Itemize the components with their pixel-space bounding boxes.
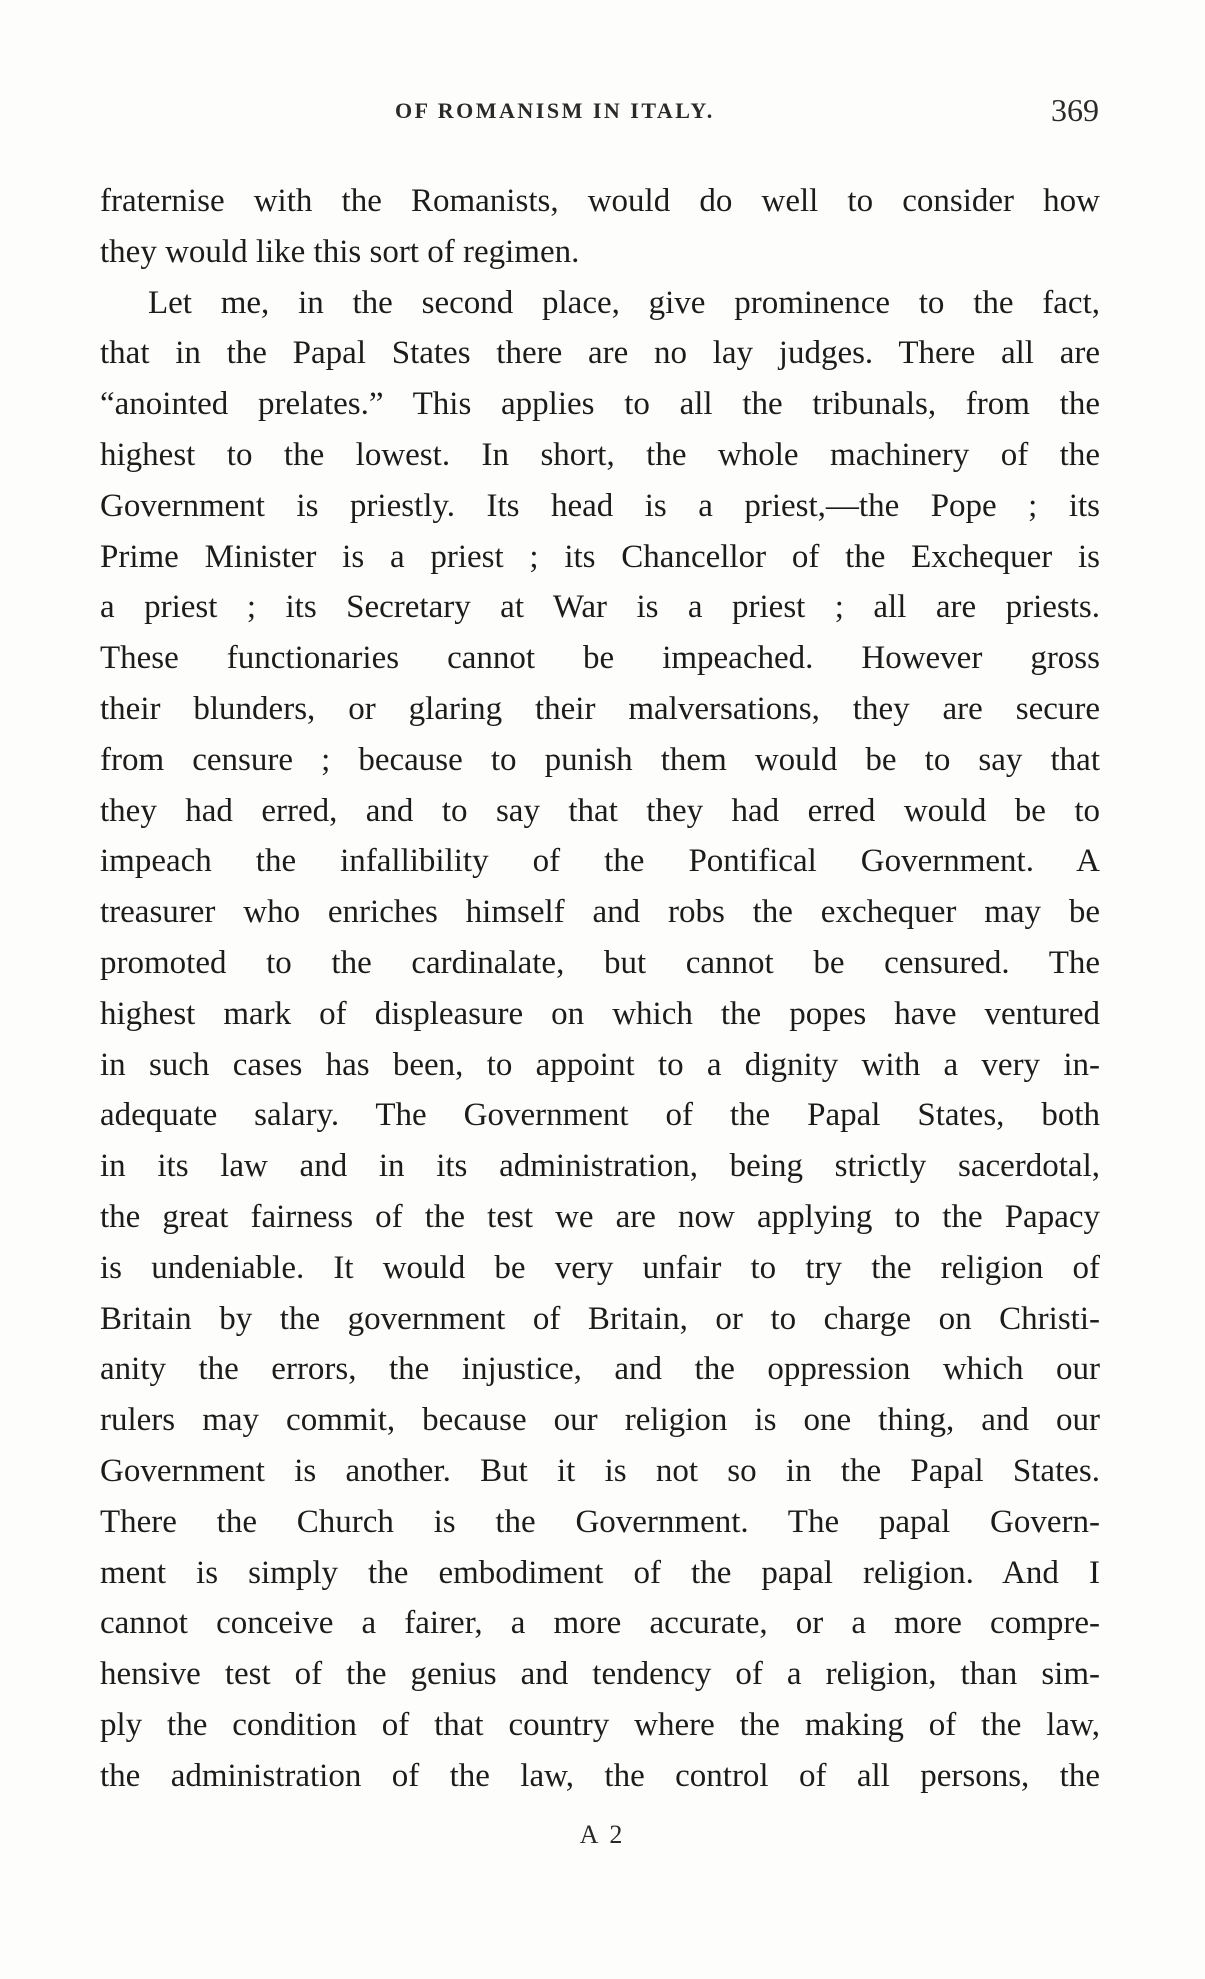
text-line: they would like this sort of regimen. bbox=[100, 233, 580, 270]
text-line: There the Church is the Government. The papal Govern- bbox=[100, 1503, 1100, 1540]
text-line: Prime Minister is a priest ; its Chancellor of the Exchequer is bbox=[100, 538, 1100, 575]
text-line: in such cases has been, to appoint to a dignity with a very in- bbox=[100, 1046, 1100, 1083]
text-line: the administration of the law, the control of all persons, the bbox=[100, 1757, 1100, 1794]
text-line: a priest ; its Secretary at War is a priest ; all are priests. bbox=[100, 589, 1100, 626]
text-line: cannot conceive a fairer, a more accurate, or a more compre- bbox=[100, 1605, 1100, 1642]
running-title: OF ROMANISM IN ITALY. bbox=[395, 98, 715, 123]
text-line: ment is simply the embodiment of the papal religion. And I bbox=[100, 1554, 1100, 1591]
text-line: is undeniable. It would be very unfair to try the religion of bbox=[100, 1249, 1100, 1286]
text-line: that in the Papal States there are no lay judges. There all are bbox=[100, 335, 1100, 372]
paragraph-start-line: Let me, in the second place, give prominence to the fact, bbox=[148, 284, 1100, 321]
text-line: promoted to the cardinalate, but cannot be censured. The bbox=[100, 944, 1100, 981]
text-line: Britain by the government of Britain, or to charge on Christi- bbox=[100, 1300, 1100, 1337]
text-line: the great fairness of the test we are now applying to the Papacy bbox=[100, 1198, 1100, 1235]
text-line: adequate salary. The Government of the Papal States, both bbox=[100, 1097, 1100, 1134]
text-line: highest mark of displeasure on which the popes have ventured bbox=[100, 995, 1100, 1032]
text-line: in its law and in its administration, being strictly sacerdotal, bbox=[100, 1148, 1100, 1185]
text-line: highest to the lowest. In short, the whole machinery of the bbox=[100, 436, 1100, 473]
text-line: fraternise with the Romanists, would do well to consider how bbox=[100, 183, 1100, 219]
text-line: rulers may commit, because our religion is one thing, and our bbox=[100, 1402, 1100, 1439]
text-line: hensive test of the genius and tendency of a religion, than sim- bbox=[100, 1656, 1100, 1693]
text-line: treasurer who enriches himself and robs the exchequer may be bbox=[100, 894, 1100, 931]
signature-mark: A 2 bbox=[579, 1820, 626, 1849]
page-number: 369 bbox=[1051, 92, 1099, 128]
text-line: impeach the infallibility of the Pontifical Government. A bbox=[100, 843, 1100, 880]
text-line: “anointed prelates.” This applies to all the tribunals, from the bbox=[100, 386, 1100, 423]
text-line: from censure ; because to punish them would be to say that bbox=[100, 741, 1100, 778]
text-line: anity the errors, the injustice, and the oppression which our bbox=[100, 1351, 1100, 1388]
running-head bbox=[95, 92, 1099, 132]
text-line: ply the condition of that country where the making of the law, bbox=[100, 1706, 1100, 1743]
text-line: Government is another. But it is not so in the Papal States. bbox=[100, 1452, 1100, 1489]
text-line: they had erred, and to say that they had erred would be to bbox=[100, 792, 1100, 829]
text-line: their blunders, or glaring their malversations, they are secure bbox=[100, 690, 1100, 727]
text-line: These functionaries cannot be impeached. However gross bbox=[100, 640, 1100, 677]
text-line: Government is priestly. Its head is a priest,—the Pope ; its bbox=[100, 487, 1100, 524]
body-text bbox=[100, 176, 1100, 1802]
